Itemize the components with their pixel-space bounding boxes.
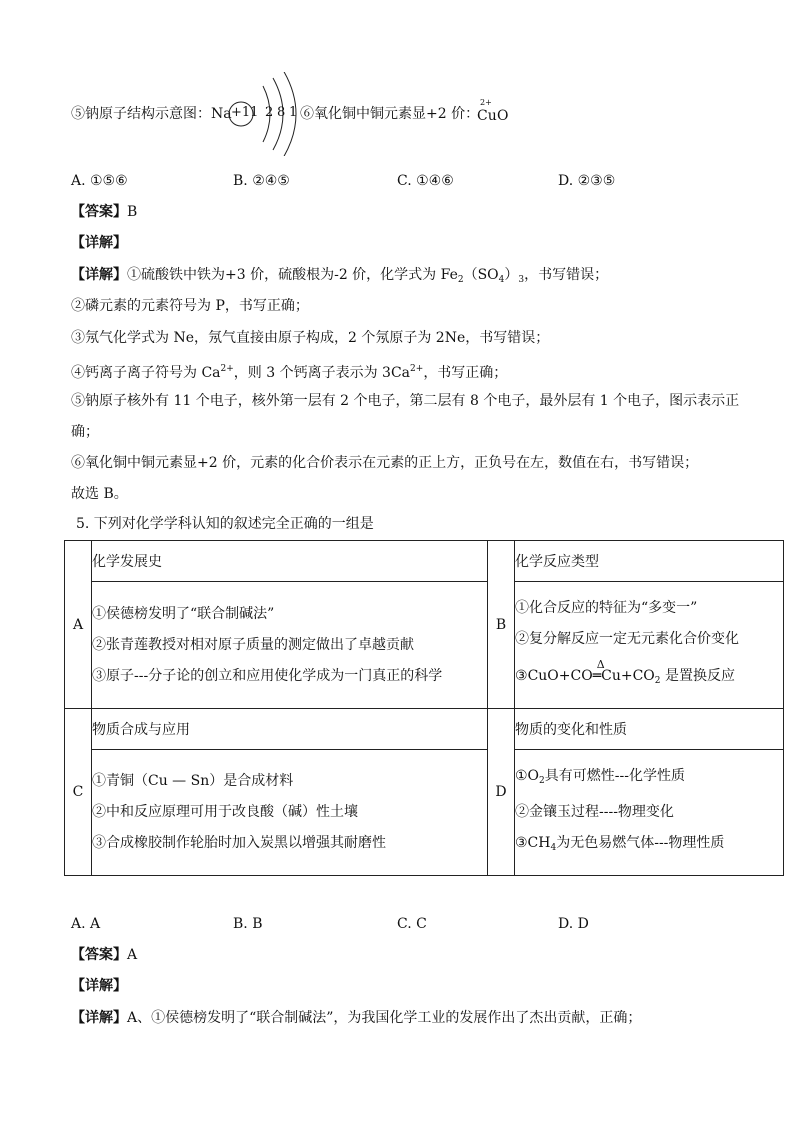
row-a-head: 化学发展史: [92, 541, 488, 582]
q5-option-b: B. B: [233, 916, 263, 932]
q4-detail-line-1: 【详解】①硫酸铁中铁为+3 价，硫酸根为-2 价，化学式为 $Fe_2(SO_4)_3$，书写错误；: [71, 267, 609, 285]
row-c-item-1: ①青铜（Cu — Sn）是合成材料: [92, 773, 294, 790]
q5-detail-line-1: 【详解】A、①侯德榜发明了“联合制碱法”，为我国化学工业的发展作出了杰出贡献，正确；: [71, 1010, 642, 1026]
cu-charge: 2+: [480, 98, 492, 107]
shell-2-electrons: 8: [277, 105, 286, 120]
row-c-body: [92, 750, 488, 876]
row-d-head: 物质的变化和性质: [515, 709, 784, 750]
row-b-item-1: ①化合反应的特征为“多变一”: [515, 600, 698, 617]
q5-table: [64, 540, 784, 876]
row-d-item-1: $①O_2$具有可燃性---化学性质: [515, 768, 685, 787]
answer-value: B: [127, 204, 138, 220]
q5-option-c: C. C: [397, 916, 427, 932]
item5-line: [71, 104, 232, 124]
row-b-letter: B: [488, 541, 515, 709]
q4-detail-line-5b: 确；: [71, 424, 99, 440]
row-c-item-2: ②中和反应原理可用于改良酸（碱）性土壤: [92, 804, 358, 821]
answer-label: 【答案】: [71, 204, 127, 220]
row-d-item-3: $③CH_4$为无色易燃气体---物理性质: [515, 835, 725, 854]
row-b-item-2: ②复分解反应一定无元素化合价变化: [515, 631, 739, 648]
item5-prefix: ⑤钠原子结构示意图：Na: [71, 106, 232, 122]
row-d-letter: D: [488, 709, 515, 876]
q5-answer: 【答案】A: [71, 947, 138, 963]
q4-detail-conclusion: 故选 B。: [71, 486, 128, 502]
row-c-letter: C: [65, 709, 92, 876]
q4-option-b: B. ②④⑤: [233, 173, 290, 189]
q4-detail-line-2: ②磷元素的元素符号为 P，书写正确；: [71, 298, 309, 314]
q5-stem: 5. 下列对化学学科认知的叙述完全正确的一组是: [76, 516, 374, 532]
cu-symbol: Cu: [477, 108, 497, 124]
shell-3-electrons: 1: [289, 105, 298, 120]
item6-text: ⑥氧化铜中铜元素显+2 价：: [300, 106, 480, 122]
row-a-item-2: ②张青莲教授对相对原子质量的测定做出了卓越贡献: [92, 636, 414, 653]
q4-detail-line-4: ④钙离子离子符号为 $Ca^{2+}$，则 3 个钙离子表示为 $3Ca^{2+}$，书写正确；: [71, 364, 508, 381]
q4-detail-title: 【详解】: [71, 235, 127, 251]
row-c-head: 物质合成与应用: [92, 709, 488, 750]
row-a-body: [92, 582, 488, 709]
shell-1-electrons: 2: [265, 105, 274, 120]
q4-detail-line-5: ⑤钠原子核外有 11 个电子，核外第一层有 2 个电子，第二层有 8 个电子，最外层有 1 个电子，图示表示正: [71, 393, 740, 409]
q5-detail-title: 【详解】: [71, 978, 127, 994]
q4-option-d: D. ②③⑤: [558, 173, 616, 189]
q4-option-a: A. ①⑤⑥: [71, 173, 128, 189]
row-b-item-3: ③CuO+CO Δ $═Cu+CO_2$ 是置换反应: [515, 661, 783, 697]
o-symbol: O: [497, 108, 509, 124]
q4-detail-line-6: ⑥氧化铜中铜元素显+2 价，元素的化合价表示在元素的正上方，正负号在左，数值在右，书写错误；: [71, 455, 699, 471]
row-b-head: 化学反应类型: [515, 541, 784, 582]
q5-option-a: A. A: [71, 916, 101, 932]
row-a-letter: A: [65, 541, 92, 709]
nucleus-charge: +11: [231, 105, 259, 120]
heat-delta: Δ: [596, 658, 605, 672]
sodium-atom-diagram: [211, 72, 311, 156]
q4-option-c: C. ①④⑥: [397, 173, 454, 189]
row-a-item-3: ③原子---分子论的创立和应用使化学成为一门真正的科学: [92, 667, 443, 684]
row-a-item-1: ①侯德榜发明了“联合制碱法”: [92, 605, 275, 622]
q5-option-d: D. D: [558, 916, 589, 932]
row-d-item-2: ②金镶玉过程----物理变化: [515, 804, 674, 821]
row-c-item-3: ③合成橡胶制作轮胎时加入炭黑以增强其耐磨性: [92, 835, 386, 852]
row-d-body: [515, 750, 784, 876]
row-b-body: [515, 582, 784, 709]
q4-detail-line-3: ③氖气化学式为 Ne，氖气直接由原子构成，2 个氖原子为 2Ne，书写错误；: [71, 330, 550, 346]
q4-answer: [71, 202, 137, 222]
